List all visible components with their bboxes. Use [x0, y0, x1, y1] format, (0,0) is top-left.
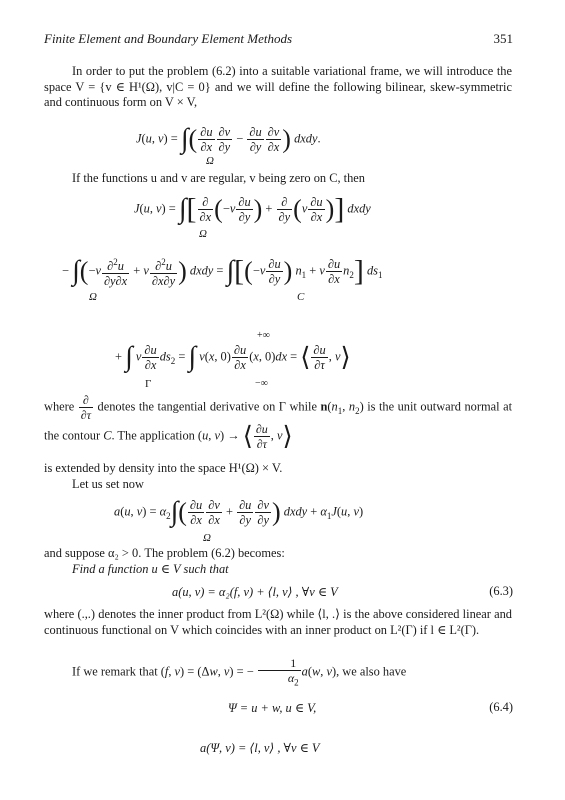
- integral-domain-omega: Ω: [89, 291, 97, 303]
- paragraph-find-function: Find a function u ∈ V such that: [72, 562, 229, 576]
- integral-domain-omega: Ω: [199, 228, 207, 240]
- equation-boundary-term: + ∫ v $\frac{\partial u}{\partial x}$ $ds_2$ = ∫ v(x, 0) $\frac{\partial u}{\partial x}$ (x, 0)dx = ⟨ $\frac{\partial u}{\partial\tau}$ , v⟩: [115, 341, 351, 373]
- paragraph-let-us-set: Let us set now: [72, 477, 144, 491]
- integral-domain-omega: Ω: [203, 532, 211, 544]
- equation-J-definition: J(u, v) = ∫( $\frac{\partial u}{\partial x}$ $\frac{\partial v}{\partial y}$ − $\frac{\partial u}{\partial y}$ $\frac{\partial v}{\partial x}$ ) dxdy.: [136, 123, 321, 155]
- paragraph-regular-functions: If the functions u and v are regular, v being zero on C, then: [72, 171, 365, 185]
- paragraph-suppose-alpha: and suppose α₂ > 0. The problem (6.2) becomes:: [44, 546, 285, 560]
- equation-J-expanded: J(u, v) = ∫[ $\frac{\partial}{\partial x}$ (−v $\frac{\partial u}{\partial y}$ ) + $\frac{\partial}{\partial y}$ (v $\frac{\partial u}{\partial x}$ )] dxdy: [134, 192, 371, 226]
- equation-final: a(Ψ, v) = ⟨l, v⟩ , ∀v ∈ V: [200, 741, 320, 755]
- running-title: Finite Element and Boundary Element Methods: [44, 31, 293, 46]
- paragraph-inner-product: where (.,.) denotes the inner product from L²(Ω) while ⟨l, .⟩ is the above considered linear and continuous functional on V which coincides with an inner product on L²(Γ) if l ∈ L²(Γ).: [44, 607, 512, 637]
- integral-domain-omega: Ω: [206, 155, 214, 167]
- integral-upper-limit: +∞: [257, 330, 270, 341]
- integral-lower-limit: −∞: [255, 378, 268, 389]
- paragraph-density-extension: is extended by density into the space H¹(Ω) × V.: [44, 461, 283, 475]
- running-header: [44, 31, 513, 49]
- equation-6-4: Ψ = u + w, u ∈ V,: [228, 701, 317, 715]
- equation-label-6-3: (6.3): [489, 584, 513, 598]
- page-number: 351: [493, 31, 513, 46]
- equation-label-6-4: (6.4): [489, 700, 513, 714]
- equation-integration-by-parts: − ∫(−v $\frac{\partial^2u}{\partial y\partial x}$ + v $\frac{\partial^2u}{\partial x\partial y}$ ) dxdy = ∫[(−v $\frac{\partial u}{\partial y}$ ) $n_1 + v$ $\frac{\partial u}{\partial x}$ $n_2$] $ds_1$: [62, 254, 383, 289]
- paragraph-tangential-derivative: where $\frac{\partial}{\partial\tau}$ denotes the tangential derivative on Γ while $n(n_1$, $n_2$) is the unit outward normal at the contour C. The application (u, v) → ⟨ $\frac{\partial u}{\partial\tau}$ , v⟩: [44, 393, 513, 451]
- equation-a-definition: a(u, $v) = \alpha_2\int$( $\frac{\partial u}{\partial x}$ $\frac{\partial v}{\partial x}$ + $\frac{\partial u}{\partial y}$ $\frac{\partial v}{\partial y}$ ) dxdy + $\alpha_1J(u$, v): [114, 496, 364, 528]
- integral-domain-gamma: Γ: [145, 378, 152, 390]
- equation-6-3: a(u, v) = α₂(f, v) + ⟨l, v⟩ , ∀v ∈ V: [172, 585, 338, 599]
- paragraph-remark: If we remark that (f, v) = (Δw, v) = − $\frac{1}{\alpha_2}$ a(w, v), we also have: [72, 656, 407, 688]
- integral-contour-C: C: [297, 291, 305, 303]
- paragraph-variational-frame: In order to put the problem (6.2) into a suitable variational frame, we will introduce the space V = {v ∈ H¹(Ω), v|C = 0} and we will define the following bilinear, skew-symmetric and continuous form on V × V,: [44, 64, 512, 109]
